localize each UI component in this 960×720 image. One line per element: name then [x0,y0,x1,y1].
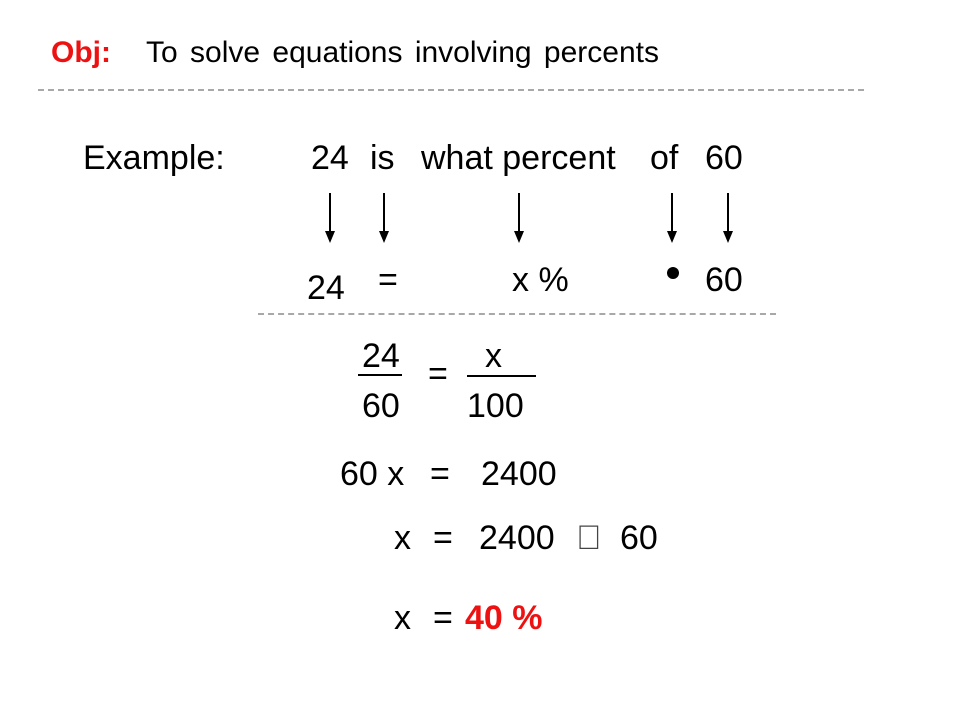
proportion-left-denominator: 60 [362,387,400,425]
answer-equals: = [433,599,453,637]
example-word-60: 60 [705,139,743,177]
answer-value: 40 % [465,599,543,637]
proportion-right-numerator: x [485,337,502,375]
example-label: Example: [83,139,225,177]
down-arrow-icon [379,193,389,243]
example-word-of: of [650,139,679,177]
down-arrow-icon [325,193,335,243]
multiply-dot-icon [667,267,679,279]
example-word-24: 24 [311,139,349,177]
down-arrow-icon [723,193,733,243]
proportion-equals: = [428,355,448,393]
step2-lhs: x [394,519,411,557]
step1-equals: = [430,455,450,493]
translation-24: 24 [307,269,345,307]
down-arrow-icon [514,193,524,243]
proportion-right-denominator: 100 [467,387,524,425]
translation-divider [258,313,776,315]
divide-symbol [576,521,600,555]
step1-lhs: 60 x [340,455,405,493]
objective-label: Obj: [51,36,111,69]
answer-lhs: x [394,599,411,637]
proportion-right-bar [467,375,536,377]
translation-equals: = [378,261,398,299]
down-arrow-icon [667,193,677,243]
step2-rhs: 2400 [479,519,555,557]
proportion-left-numerator: 24 [362,337,400,375]
objective-text: To solve equations involving percents [146,36,659,69]
example-word-is: is [370,139,395,177]
step2-divisor: 60 [620,519,658,557]
example-word-what-percent: what percent [421,139,616,177]
step2-equals: = [433,519,453,557]
step1-rhs: 2400 [481,455,557,493]
translation-x-percent: x % [512,261,569,299]
proportion-left-bar [358,374,402,376]
translation-60: 60 [705,261,743,299]
